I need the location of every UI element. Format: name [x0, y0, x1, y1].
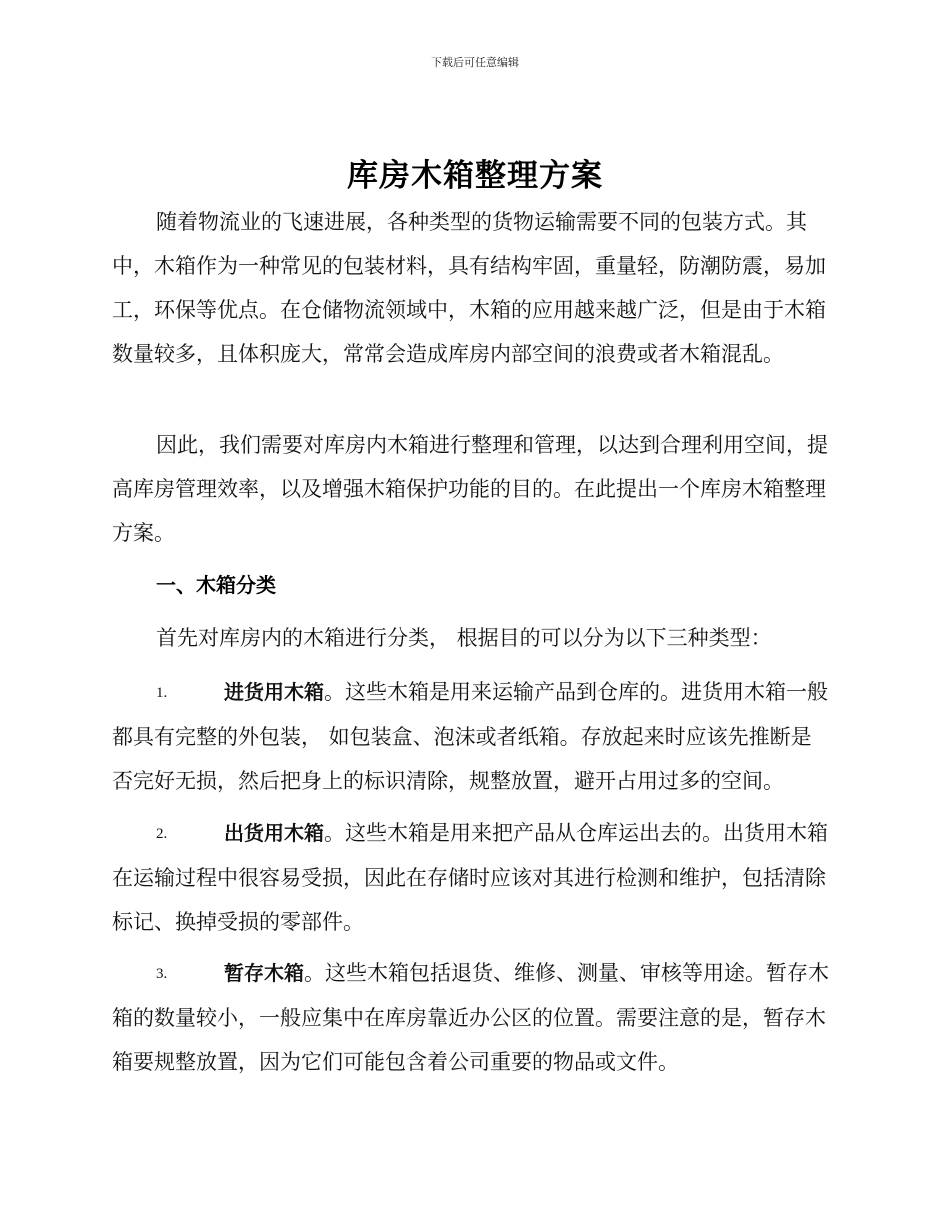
list-item-number: 2.	[156, 826, 168, 842]
list-item	[112, 670, 832, 803]
list-item-text: 。这些木箱包括退货、维修、测量、审核等用途。暂存木箱的数量较小，一般应集中在库房靠近办公区的位置。需要注意的是，暂存木箱要规整放置，因为它们可能包含着公司重要的物品或文件。	[112, 961, 829, 1074]
list-item-term: 出货用木箱	[224, 821, 324, 845]
section-lead: 首先对库房内的木箱进行分类， 根据目的可以分为以下三种类型：	[156, 626, 772, 650]
list-item	[112, 951, 832, 1084]
paragraph-intro-2: 因此，我们需要对库房内木箱进行整理和管理，以达到合理利用空间，提高库房管理效率，以及增强木箱保护功能的目的。在此提出一个库房木箱整理方案。	[112, 433, 828, 545]
paragraph-intro-1: 随着物流业的飞速进展，各种类型的货物运输需要不同的包装方式。其中，木箱作为一种常见的包装材料，具有结构牢固，重量轻，防潮防震，易加工，环保等优点。在仓储物流领域中，木箱的应用越来越广泛，但是由于木箱数量较多，且体积庞大，常常会造成库房内部空间的浪费或者木箱混乱。	[112, 210, 826, 366]
list-item-term: 暂存木箱	[224, 961, 304, 985]
list-item-text: 。这些木箱是用来运输产品到仓库的。进货用木箱一般都具有完整的外包装， 如包装盒、泡沫或者纸箱。存放起来时应该先推断是否完好无损，然后把身上的标识清除，规整放置，避开占用过多的空间。	[112, 680, 828, 793]
section-heading: 一、木箱分类	[156, 573, 276, 597]
list-item-number: 1.	[156, 685, 168, 701]
list-item-number: 3.	[156, 966, 168, 982]
page-title: 库房木箱整理方案	[347, 158, 603, 194]
header-note: 下载后可任意编辑	[431, 56, 519, 69]
list-item	[112, 811, 832, 944]
list-item-text: 。这些木箱是用来把产品从仓库运出去的。出货用木箱在运输过程中很容易受损，因此在存储时应该对其进行检测和维护，包括清除标记、换掉受损的零部件。	[112, 821, 828, 934]
list-item-term: 进货用木箱	[224, 680, 324, 704]
